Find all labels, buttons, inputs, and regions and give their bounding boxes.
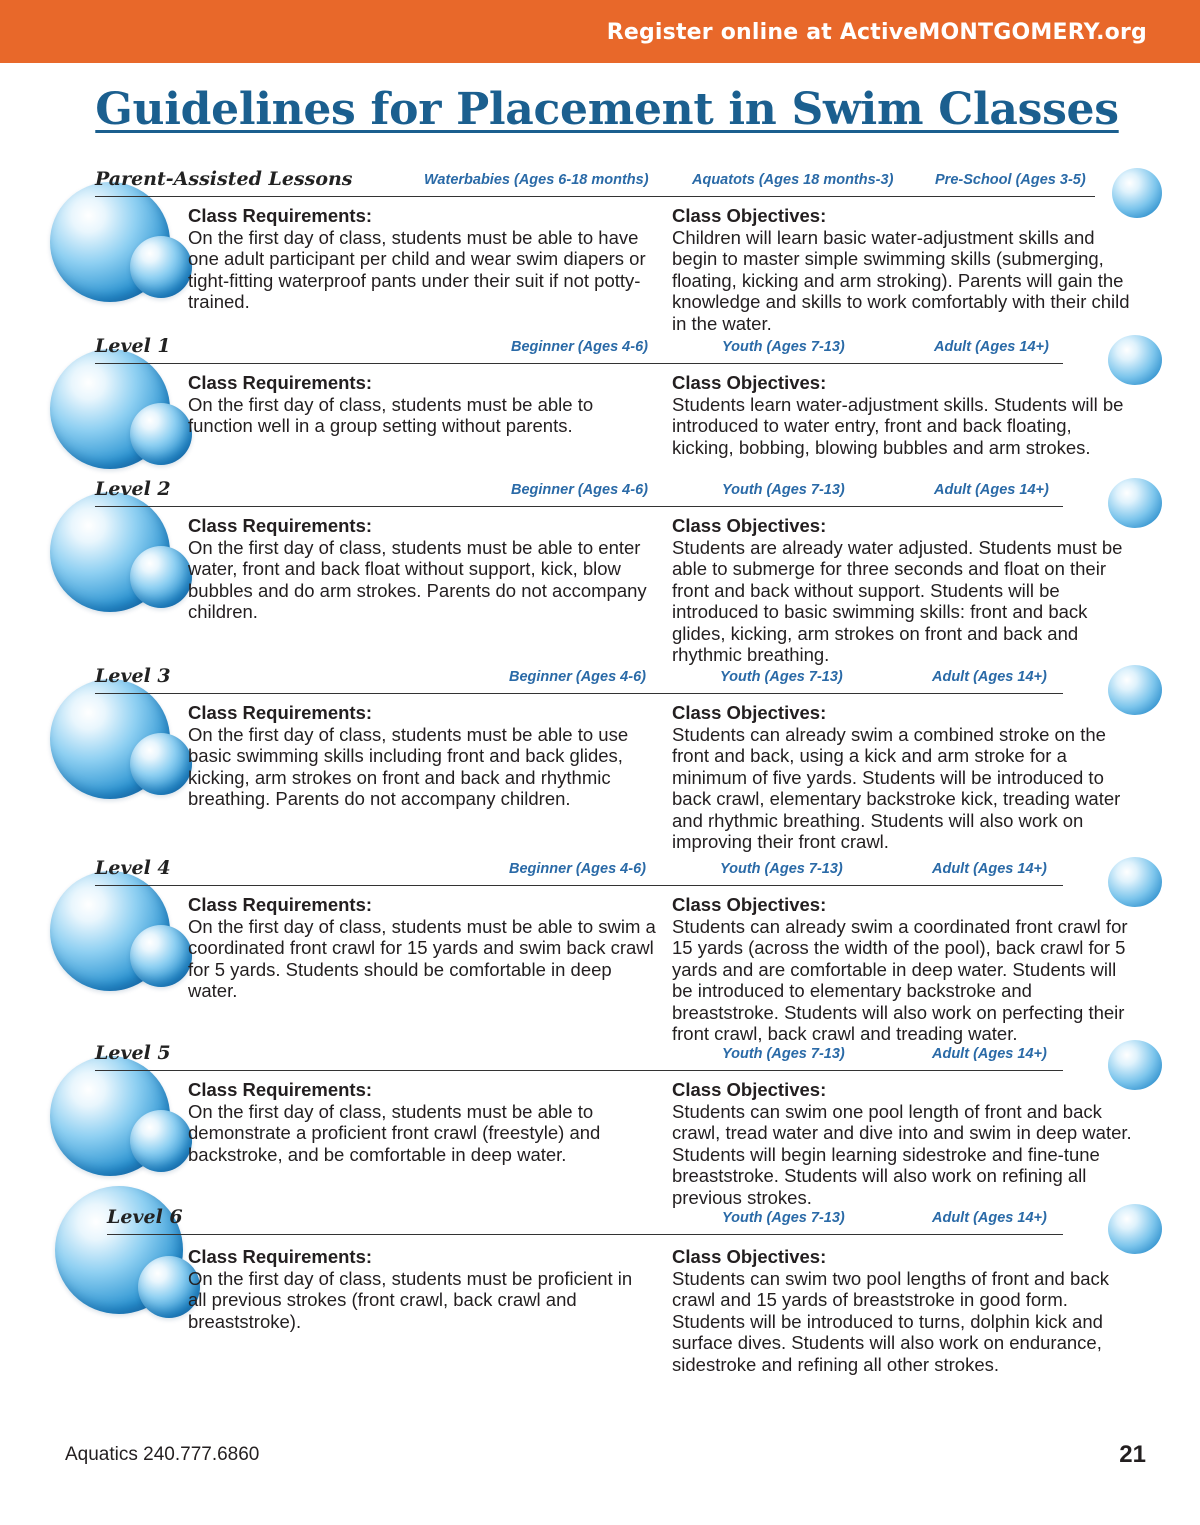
age-group: Aquatots (Ages 18 months-3) (692, 172, 894, 188)
objectives-text: Students can swim two pool lengths of front and back crawl and 15 yards of breaststroke in good form. Students will be introduced to turns, dolphin kick and surface dives. Students will also work on endurance, sidestroke and refining all other strokes. (672, 1267, 1110, 1375)
section-title: Level 1 (95, 335, 171, 357)
requirements-label: Class Requirements: (188, 1246, 373, 1267)
section-header (95, 859, 1063, 886)
section-title: Level 2 (95, 478, 171, 500)
section-header (95, 480, 1063, 507)
age-group: Beginner (Ages 4-6) (511, 482, 648, 498)
objectives-column (672, 702, 1132, 853)
requirements-label: Class Requirements: (188, 372, 373, 393)
age-group: Beginner (Ages 4-6) (511, 339, 648, 355)
page-number: 21 (1119, 1441, 1146, 1468)
objectives-text: Students are already water adjusted. Students must be able to submerge for three seconds and float on their front and back without support. Students will be introduced to basic swimming skills: front and back glides, kicking, arm strokes on front and back and rhythmic breathing. (672, 536, 1123, 665)
objectives-column (672, 1246, 1122, 1375)
water-bubble-small-icon (130, 925, 192, 987)
objectives-label: Class Objectives: (672, 702, 827, 723)
age-group: Beginner (Ages 4-6) (509, 861, 646, 877)
section-title: Level 6 (107, 1206, 183, 1228)
age-group: Youth (Ages 7-13) (722, 1210, 845, 1226)
water-bubble-small-icon (130, 733, 192, 795)
requirements-column (188, 205, 658, 313)
objectives-text: Children will learn basic water-adjustment skills and begin to master simple swimming skills (submerging, floating, kicking and arm stroking). Parents will gain the knowledge and skills to work comfortably with their child in the water. (672, 226, 1130, 334)
age-group: Adult (Ages 14+) (932, 1046, 1047, 1062)
objectives-column (672, 205, 1137, 334)
requirements-text: On the first day of class, students must be able to have one adult participant per child and wear swim diapers or tight-fitting waterproof pants under their suit if not potty-trained. (188, 226, 646, 312)
age-group: Youth (Ages 7-13) (720, 861, 843, 877)
objectives-label: Class Objectives: (672, 372, 827, 393)
requirements-text: On the first day of class, students must be able to swim a coordinated front crawl for 15 yards and swim back crawl for 5 yards. Students should be comfortable in deep water. (188, 915, 656, 1001)
footer-phone: Aquatics 240.777.6860 (65, 1444, 260, 1465)
age-group: Youth (Ages 7-13) (722, 482, 845, 498)
objectives-label: Class Objectives: (672, 515, 827, 536)
water-bubble-small-icon (130, 236, 192, 298)
age-group: Beginner (Ages 4-6) (509, 669, 646, 685)
objectives-column (672, 515, 1132, 666)
objectives-text: Students can already swim a coordinated front crawl for 15 yards (across the width of the pool), back crawl for 5 yards and are comfortable in deep water. Students will be introduced to elementary backstroke and breaststroke. Students will also work on perfecting their front crawl, back crawl and treading water. (672, 915, 1128, 1044)
section-title: Level 3 (95, 665, 171, 687)
section-header (95, 667, 1063, 694)
age-group: Adult (Ages 14+) (934, 482, 1049, 498)
objectives-label: Class Objectives: (672, 1079, 827, 1100)
requirements-label: Class Requirements: (188, 702, 373, 723)
section-header (107, 1208, 1063, 1235)
requirements-column (188, 894, 658, 1002)
requirements-label: Class Requirements: (188, 515, 373, 536)
water-bubble-small-icon (130, 546, 192, 608)
register-link[interactable]: Register online at ActiveMONTGOMERY.org (606, 20, 1147, 45)
requirements-column (188, 1246, 638, 1332)
age-group: Youth (Ages 7-13) (722, 339, 845, 355)
age-group: Waterbabies (Ages 6-18 months) (424, 172, 649, 188)
requirements-text: On the first day of class, students must be able to enter water, front and back float without support, kick, blow bubbles and do arm strokes. Parents do not accompany children. (188, 536, 647, 622)
requirements-text: On the first day of class, students must be able to function well in a group setting without parents. (188, 393, 594, 436)
top-banner (0, 0, 1200, 63)
requirements-column (188, 372, 658, 437)
age-group: Adult (Ages 14+) (934, 339, 1049, 355)
water-bubble-small-icon (130, 1110, 192, 1172)
objectives-text: Students can already swim a combined stroke on the front and back, using a kick and arm stroke for a minimum of five yards. Students will be introduced to back crawl, elementary backstroke kick, treading water and rhythmic breathing. Students will also work on improving their front crawl. (672, 723, 1121, 852)
section-title: Parent-Assisted Lessons (95, 168, 353, 190)
section-header (95, 170, 1095, 197)
age-group: Adult (Ages 14+) (932, 861, 1047, 877)
requirements-label: Class Requirements: (188, 1079, 373, 1100)
requirements-label: Class Requirements: (188, 205, 373, 226)
requirements-column (188, 1079, 658, 1165)
objectives-text: Students can swim one pool length of front and back crawl, tread water and dive into and swim in deep water. Students will begin learning sidestroke and fine-tune breaststroke. Students will also work on refining all previous strokes. (672, 1100, 1132, 1208)
age-group: Adult (Ages 14+) (932, 1210, 1047, 1226)
requirements-column (188, 515, 658, 623)
page-title: Guidelines for Placement in Swim Classes (95, 84, 1119, 135)
section-header (95, 1044, 1063, 1071)
objectives-label: Class Objectives: (672, 205, 827, 226)
requirements-text: On the first day of class, students must be able to demonstrate a proficient front crawl (freestyle) and backstroke, and be comfortable in deep water. (188, 1100, 601, 1165)
objectives-column (672, 1079, 1136, 1208)
objectives-label: Class Objectives: (672, 1246, 827, 1267)
objectives-column (672, 372, 1132, 458)
objectives-column (672, 894, 1134, 1045)
age-group: Pre-School (Ages 3-5) (935, 172, 1086, 188)
water-bubble-small-icon (130, 403, 192, 465)
age-group: Youth (Ages 7-13) (720, 669, 843, 685)
age-group: Youth (Ages 7-13) (722, 1046, 845, 1062)
requirements-label: Class Requirements: (188, 894, 373, 915)
age-group: Adult (Ages 14+) (932, 669, 1047, 685)
objectives-text: Students learn water-adjustment skills. Students will be introduced to water entry, front and back floating, kicking, bobbing, blowing bubbles and arm strokes. (672, 393, 1124, 458)
section-title: Level 5 (95, 1042, 171, 1064)
section-header (95, 337, 1063, 364)
objectives-label: Class Objectives: (672, 894, 827, 915)
section-title: Level 4 (95, 857, 171, 879)
requirements-text: On the first day of class, students must be able to use basic swimming skills including front and back glides, kicking, arm strokes on front and back and rhythmic breathing. Parents do not accompany children. (188, 723, 629, 809)
requirements-text: On the first day of class, students must be proficient in all previous strokes (front crawl, back crawl and breaststroke). (188, 1267, 633, 1332)
requirements-column (188, 702, 658, 810)
